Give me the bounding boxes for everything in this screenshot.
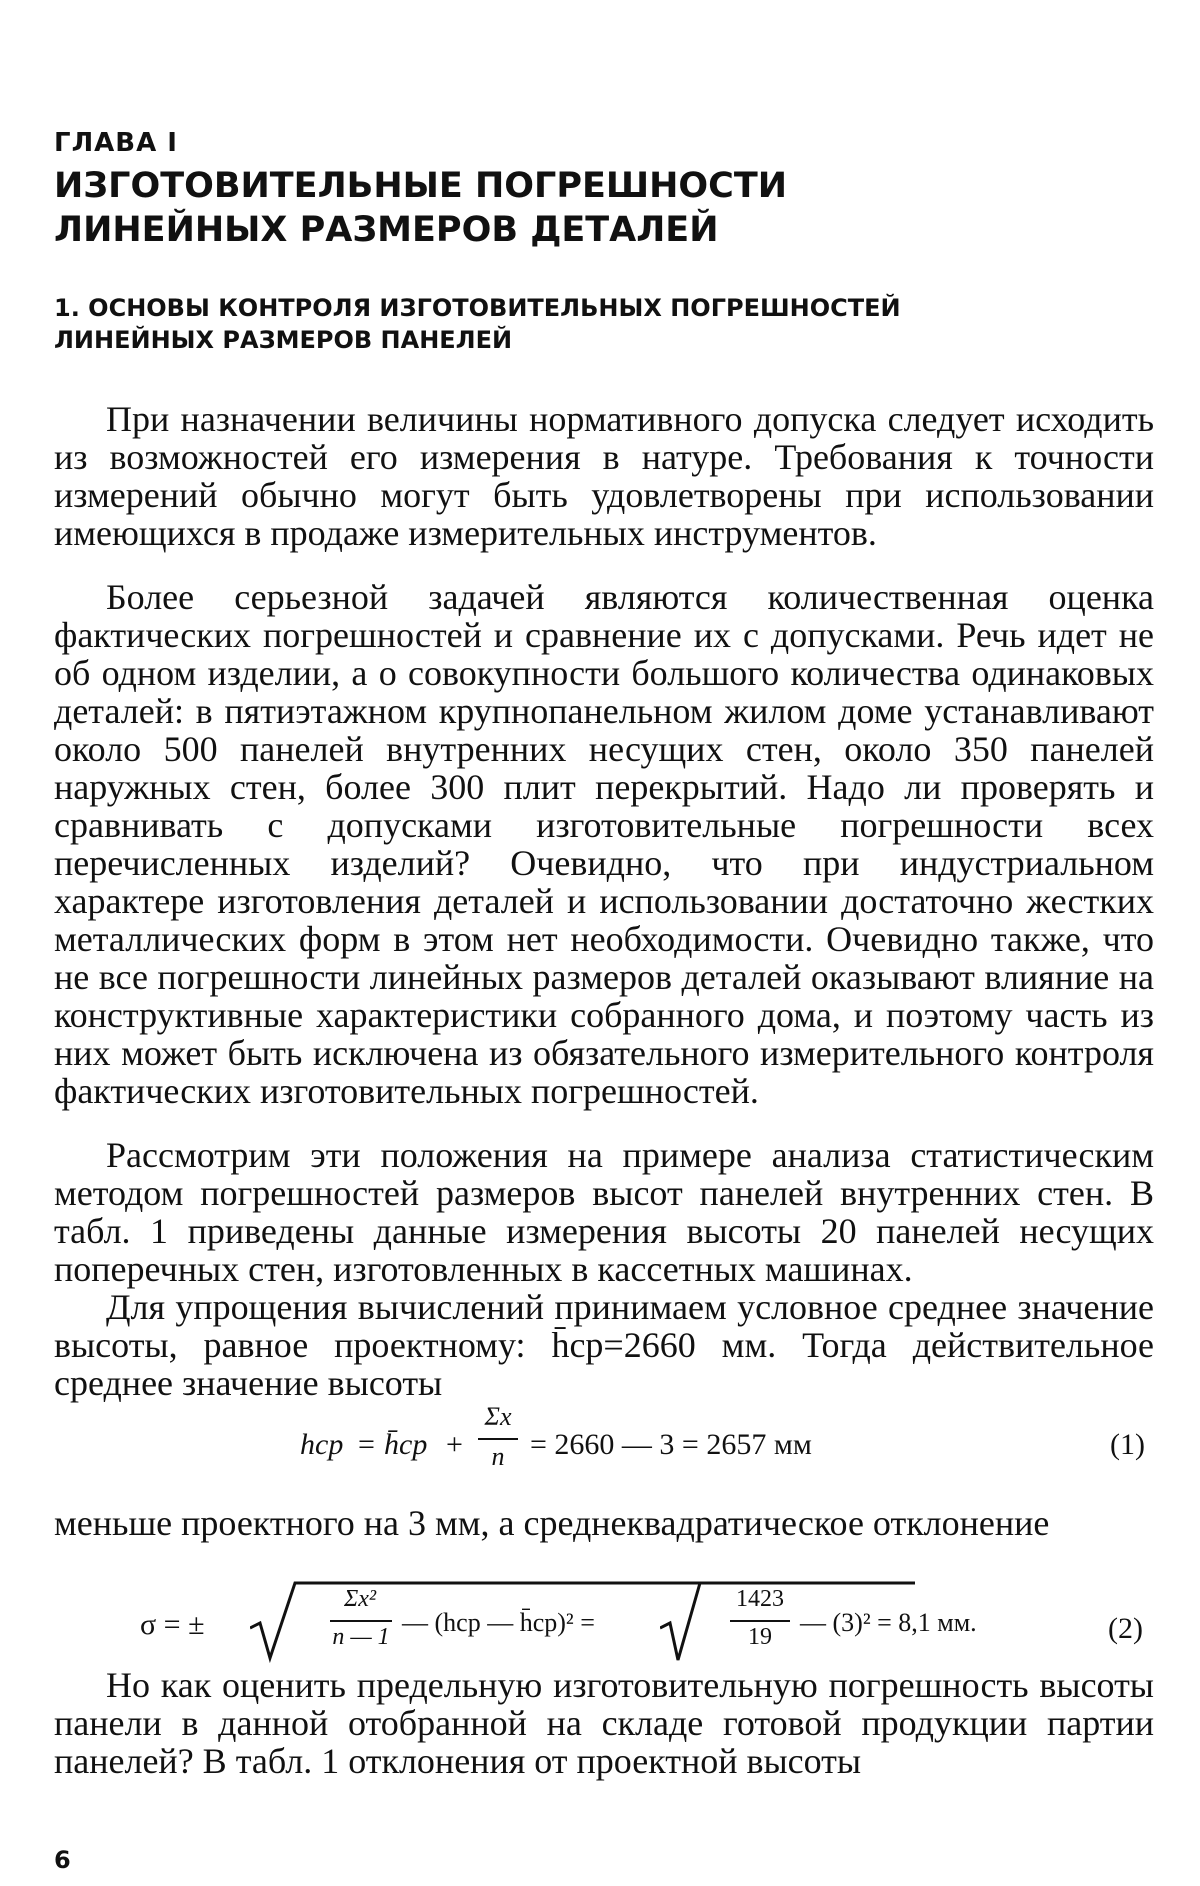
formula-2-middle: — (hср — h̄ср)² = bbox=[402, 1608, 595, 1637]
formula-2-fraction-bar bbox=[330, 1620, 392, 1622]
formula-2-sigma: σ = ± bbox=[140, 1608, 205, 1641]
formula-1-plus: + bbox=[446, 1428, 463, 1461]
paragraph-5: меньше проектного на 3 мм, а среднеквадратическое отклонение bbox=[54, 1503, 1050, 1543]
formula-2 bbox=[130, 1578, 1130, 1668]
formula-1-lhs: hср bbox=[300, 1428, 344, 1461]
formula-1-eq: = bbox=[358, 1428, 375, 1461]
paragraph-3: Рассмотрим эти положения на примере анализа статистическим методом погрешностей размеров высот панелей внутренних стен. В табл. 1 приведены данные измерения высоты 20 панелей несущих поперечных стен, изготовленных в кассетных машинах. bbox=[54, 1135, 1154, 1289]
section-title-line1: 1. ОСНОВЫ КОНТРОЛЯ ИЗГОТОВИТЕЛЬНЫХ ПОГРЕШНОСТЕЙ bbox=[54, 294, 901, 322]
formula-2-fraction-bar-2 bbox=[730, 1620, 790, 1622]
paragraph-4: Для упрощения вычислений принимаем условное среднее значение высоты, равное проектному: h̄ср=2660 мм. Тогда действительное среднее значение высоты bbox=[54, 1287, 1154, 1403]
paragraph-1: При назначении величины нормативного допуска следует исходить из возможностей его измерения в натуре. Требования к точности измерений обычно могут быть удовлетворены при использовании имеющихся в продаже измерительных инструментов. bbox=[54, 399, 1154, 553]
formula-2-denominator: n — 1 bbox=[332, 1624, 390, 1650]
formula-2-number: (2) bbox=[1108, 1612, 1143, 1645]
chapter-title-line1: ИЗГОТОВИТЕЛЬНЫЕ ПОГРЕШНОСТИ bbox=[54, 166, 788, 206]
formula-1-number: (1) bbox=[1110, 1428, 1145, 1461]
formula-2-numerator: Σx² bbox=[343, 1586, 377, 1612]
chapter-title bbox=[54, 164, 787, 252]
formula-1-fraction-bar bbox=[478, 1438, 518, 1440]
formula-1-denominator: n bbox=[491, 1442, 505, 1471]
paragraph-2: Более серьезной задачей являются количественная оценка фактических погрешностей и сравнение их с допусками. Речь идет не об одном изделии, а о совокупности большого количества одинаковых деталей: в пятиэтажном крупнопанельном жилом доме устанавливают около 500 панелей внутренних несущих стен, около 350 панелей наружных стен, более 300 плит перекрытий. Надо ли проверять и сравнивать с допусками изготовительные погрешности всех перечисленных изделий? Очевидно, что при индустриальном характере изготовления деталей и использовании достаточно жестких металлических форм в этом нет необходимости. Очевидно также, что не все погрешности линейных размеров деталей оказывают влияние на конструктивные характеристики собранного дома, и поэтому часть из них может быть исключена из обязательного измерительного контроля фактических изготовительных погрешностей. bbox=[54, 577, 1154, 1111]
chapter-title-line2: ЛИНЕЙНЫХ РАЗМЕРОВ ДЕТАЛЕЙ bbox=[54, 210, 719, 250]
page-number: 6 bbox=[54, 1846, 71, 1874]
section-title-line2: ЛИНЕЙНЫХ РАЗМЕРОВ ПАНЕЛЕЙ bbox=[54, 326, 513, 354]
formula-1-rest: = 2660 — 3 = 2657 мм bbox=[530, 1428, 812, 1461]
formula-1-numerator: Σx bbox=[484, 1402, 512, 1431]
paragraph-6: Но как оценить предельную изготовительную погрешность высоты панели в данной отобранной на складе готовой продукции партии панелей? В табл. 1 отклонения от проектной высоты bbox=[54, 1665, 1154, 1781]
section-title bbox=[54, 292, 901, 356]
formula-1 bbox=[300, 1402, 1100, 1476]
formula-2-numerator-2: 1423 bbox=[736, 1586, 784, 1612]
formula-1-hbar: h̄ср bbox=[384, 1428, 428, 1461]
formula-2-denominator-2: 19 bbox=[748, 1624, 772, 1650]
chapter-label: ГЛАВА I bbox=[54, 128, 178, 158]
formula-2-tail: — (3)² = 8,1 мм. bbox=[800, 1608, 977, 1637]
